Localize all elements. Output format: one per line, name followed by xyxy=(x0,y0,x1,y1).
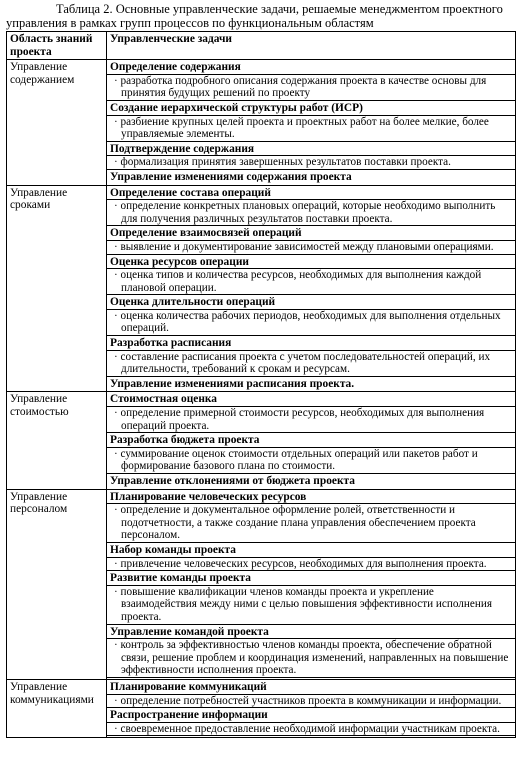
area-cell: Управление содержанием xyxy=(7,60,107,185)
task-title: Определение состава операций xyxy=(110,186,271,199)
table-row xyxy=(7,185,516,392)
tasks-table xyxy=(6,31,516,738)
task-description: · повышение квалификации членов команды проекта и укрепление взаимодействия между ними с целью повышения эффективности исполнения проекта. xyxy=(107,585,515,625)
task-description: · привлечение человеческих ресурсов, необходимых для выполнения проекта. xyxy=(107,557,515,572)
tasks-cell xyxy=(107,185,516,392)
task-title: Управление изменениями расписания проекта. xyxy=(110,377,355,390)
task-title: Стоимостная оценка xyxy=(110,393,217,406)
task-description: · выявление и документирование зависимостей между плановыми операциями. xyxy=(107,240,515,255)
area-cell: Управление стоимостью xyxy=(7,392,107,489)
task-title: Набор команды проекта xyxy=(110,543,236,556)
task-title: Создание иерархической структуры работ (ИСР) xyxy=(110,101,363,114)
task-description: · формализация принятия завершенных результатов поставки проекта. xyxy=(107,155,515,170)
task-description: · оценка количества рабочих периодов, необходимых для выполнения отдельных операций. xyxy=(107,309,515,336)
area-cell: Управление персоналом xyxy=(7,489,107,679)
table-row xyxy=(7,489,516,679)
task-title: Определение содержания xyxy=(110,61,241,74)
task-title: Оценка длительности операций xyxy=(110,296,276,309)
task-title: Распространение информации xyxy=(110,709,268,722)
task-description: · своевременное предоставление необходимой информации участникам проекта. xyxy=(107,722,515,737)
task-description: · разработка подробного описания содержания проекта в качестве основы для принятия будущих решений по проекту xyxy=(107,74,515,101)
task-title: Управление изменениями содержания проекта xyxy=(110,170,352,183)
header-tasks: Управленческие задачи xyxy=(107,32,516,60)
tasks-cell xyxy=(107,489,516,679)
header-area: Область знаний проекта xyxy=(7,32,107,60)
task-description: · контроль за эффективностью членов команды проекта, обеспечение обратной связи, решение проблем и координация изменений, направленных на повышение эффективности исполнения проекта. xyxy=(107,638,515,678)
tasks-cell xyxy=(107,392,516,489)
task-title: Планирование коммуникаций xyxy=(110,680,267,693)
task-title: Планирование человеческих ресурсов xyxy=(110,490,307,503)
task-description: · составление расписания проекта с учетом последовательностей операций, их длительности, требований к срокам и ресурсам. xyxy=(107,350,515,377)
task-description: · определение примерной стоимости ресурсов, необходимых для выполнения операций проекта. xyxy=(107,406,515,433)
task-description: · разбиение крупных целей проекта и проектных работ на более мелкие, более управляемые элементы. xyxy=(107,115,515,142)
table-row xyxy=(7,392,516,489)
task-description: · определение потребностей участников проекта в коммуникации и информации. xyxy=(107,694,515,709)
task-title: Разработка расписания xyxy=(110,337,232,350)
task-title: Подтверждение содержания xyxy=(110,142,255,155)
area-cell: Управление сроками xyxy=(7,185,107,392)
task-title: Определение взаимосвязей операций xyxy=(110,227,302,240)
task-title: Развитие команды проекта xyxy=(110,572,251,585)
task-description: · определение конкретных плановых операций, которые необходимо выполнить для получения различных результатов поставки проекта. xyxy=(107,199,515,226)
task-title: Управление командой проекта xyxy=(110,625,269,638)
tasks-cell xyxy=(107,679,516,737)
area-cell: Управление коммуникациями xyxy=(7,679,107,737)
task-title: Управление отклонениями от бюджета проекта xyxy=(110,475,355,487)
task-description: · суммирование оценок стоимости отдельных операций или пакетов работ и формирование базового плана по стоимости. xyxy=(107,447,515,474)
table-row xyxy=(7,679,516,737)
table-body xyxy=(7,60,516,738)
tasks-cell xyxy=(107,60,516,185)
task-description: · определение и документальное оформление ролей, ответственности и подотчетности, а также создание плана управления обеспечением проекта персоналом. xyxy=(107,503,515,543)
table-caption: Таблица 2. Основные управленческие задачи, решаемые менеджментом проектного управления в рамках групп процессов по функциональным областям xyxy=(6,2,503,30)
table-row xyxy=(7,60,516,185)
task-title: Разработка бюджета проекта xyxy=(110,434,260,447)
task-title: Оценка ресурсов операции xyxy=(110,255,249,268)
table-header-row xyxy=(7,32,516,60)
task-description: · оценка типов и количества ресурсов, необходимых для выполнения каждой плановой операции. xyxy=(107,268,515,295)
